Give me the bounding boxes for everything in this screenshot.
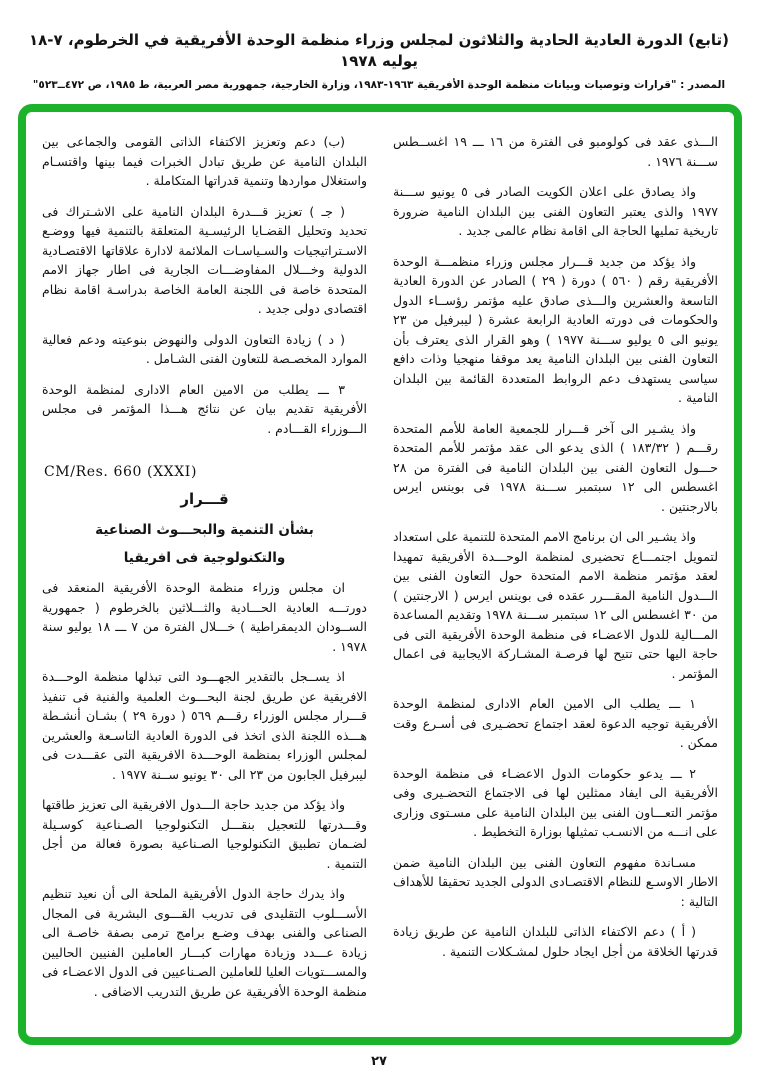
paragraph: واذ يشـير الى ان برنامج الامم المتحدة للتنمية على استعداد لتمويل اجتمـــاع تحضيرى لمنظمة الوحـــدة الأفريقية تمهيدا لعقد مؤتمر منظمة الامم المتحدة حول التعاون الفنى بين الـــدول النامية المقـــرر عقده فى بوينس ايرس ( الارجنتين ) من ٣٠ اغسطس الى ١٢ سبتمبر ســـنة ١٩٧٨ وتقديم المساعدة المـــالية للدول الاعضـاء فى منظمة الوحدة الأفريقية التى فى حاجة اليها حتى تتيح لها فرصـة المشـاركة الايجابية فى اعمال المؤتمر . [393,529,718,681]
resolution-subtitle-line2: والتكنولوجية فى افريقيا [123,550,286,566]
paragraph: اذ يســجل بالتقدير الجهـــود التى تبذلها منظمة الوحـــدة الافريقية عن طريق لجنة البحـــوث العلمية والفنية فى تنفيذ قـــرار مجلس الوزراء رقـــم ٥٦٩ ( دورة ٢٩ ) بشـان أنشـطة هـــذه اللجنة الذى اتخذ فى الدورة العادية التاسـعة والعشرين لمجلس الوزراء بمنظمة الوحـــدة الافريقية التى عقـــدت فى ليبرفيل الجابون من ٢٣ الى ٣٠ يونيو ســنة ١٩٧٧ . [42,669,367,782]
content-frame [18,104,742,1045]
paragraph: واذ يؤكد من جديد حاجة الـــدول الافريقية الى تعزيز طاقتها وقـــدرتها للتعجيل بنقـــل التكنولوجيا الصـناعية كوسـيلة لضـمان تطبيق التكنولوجيا الصـناعية بصورة فعالة من أجل التنمية . [42,797,367,871]
paragraph: واذ يصادق على اعلان الكويت الصادر فى ٥ يونيو ســـنة ١٩٧٧ والذى يعتبر التعاون الفنى بين البلدان النامية ضرورة تاريخية تمليها الحاجة الى اقامة نظام عالمى جديد . [393,184,718,238]
two-column-layout [42,132,718,1037]
paragraph-item-d: ( د ) زيادة التعاون الدولى والنهوض بنوعيته ودعم فعالية الموارد المخصـصة للتعاون الفنى الشـامل . [42,331,367,366]
paragraph: واذ يشـير الى آخر قـــرار للجمعية العامة للأمم المتحدة رقـــم ( ١٨٣/٣٢ ) الذى يدعو الى عقد مؤتمر للأمم المتحدة حـــول التعاون الفنى بين البلدان النامية فى الفترة من ٢٨ اغسطس الى ١٢ سبتمبر ســـنة ١٩٧٨ فى بوينس ايرس بالارجنتين . [393,420,718,514]
paragraph-item-b: (ب) دعم وتعزيز الاكتفاء الذاتى القومى والجماعى بين البلدان النامية عن طريق تبادل الخبرات فيما بينها واقتسـام واستغلال مواردها وتنمية قدراتها المتكاملة . [42,134,367,188]
paragraph: مسـاندة مفهوم التعاون الفنى بين البلدان النامية ضمن الاطار الاوسـع للنظام الاقتصـادى الدولى الجديد تحقيقا للأهداف التالية : [393,854,718,909]
resolution-subtitle-line1: بشأن التنمية والبحـــوث الصناعية [95,522,314,538]
paragraph-numbered-3: ٣ ـــ يطلب من الامين العام الادارى لمنظمة الوحدة الأفريقية تقديم بيان عن نتائج هـــذا المؤتمر فى مجلس الـــوزراء القـــادم . [42,381,367,436]
column-left [42,132,367,1037]
paragraph: واذ يؤكد من جديد قـــرار مجلس وزراء منظمـــة الوحدة الأفريقية رقم ( ٥٦٠ ) دورة ( ٢٩ ) الصادر عن الدورة العادية التاسعة والعشرين والـــذى صادق عليه مؤتمر رؤســاء الدول والحكومات فى دورته العادية الرابعة عشرة ( ليبرفيل من ٢٣ يونيو الى ٥ يوليو ســـنة ١٩٧٧ ) وهو القرار الذى يعترف بأن التعاون الفنى بين البلدان النامية يعد موقفا منهجيا وذات دافع سياسى يستهدف دعم الروابط المتعددة القائمة بين البلدان النامية . [393,253,718,405]
resolution-reference: CM/Res. 660 (XXXI) [44,464,198,480]
page-footer [0,1050,758,1069]
session-title: (تابع) الدورة العادية الحادية والثلاثون لمجلس وزراء منظمة الوحدة الأفريقية في الخرطوم، ٧-١٨ يوليه ١٩٧٨ [28,31,730,70]
resolution-title: قـــرار [180,490,229,508]
source-citation: المصدر : "قرارات وتوصيات وبيانات منظمة الوحدة الأفريقية ١٩٦٣-١٩٨٣، وزارة الخارجية، جمهورية مصر العربية، ط ١٩٨٥، ص ٤٧٢ــ٥٢٣" [32,79,726,91]
paragraph-item-j: ( جـ ) تعزيز قـــدرة البلدان النامية على الاشـتراك فى تحديد وتحليل القضـايا الرئيسـية المتعلقة بالتنمية فيها ووضـع الاسـتراتيجيات والسـياسـات الملائمة لادارة علاقاتها الاقتصـادية الدولية وخـــلال المفاوضـــات الجارية فى اطار جهاز الامم المتحدة خاصة فى اللجنة العامة الخاصة بدراسـة اقامة نظام اقتصادى دولى جديد . [42,203,367,316]
paragraph: الـــذى عقد فى كولومبو فى الفترة من ١٦ ـــ ١٩ اغســطس ســـنة ١٩٧٦ . [393,134,718,169]
paragraph-item-a: ( أ ) دعم الاكتفاء الذاتى للبلدان النامية عن طريق زيادة قدرتها الخلاقة من أجل ايجاد حلول لمشـكلات التنمية . [393,924,718,959]
page-number: ٢٧ [371,1054,387,1069]
column-right [393,132,718,1037]
paragraph: واذ يدرك حاجة الدول الأفريقية الملحة الى أن نعيد تنظيم الأســـلوب التقليدى فى تدريب القـــوى البشرية فى المجال الصناعى والفنى بهدف وضـع برامج ترمى بصفة خاصـة الى زيادة عـــدد وزيادة مهارات كبـــار العاملين الفنيين الحاليين والمســـتويات العليا للعاملين الصـناعيين فى الدول الاعضـاء فى منظمة الوحدة الأفريقية عن طريق التدريب الاضافى . [42,886,367,999]
paragraph-numbered-2: ٢ ـــ يدعو حكومات الدول الاعضـاء فى منظمة الوحدة الأفريقية الى ايفاد ممثلين لها فى الاجتماع التحضـيرى وفى مؤتمر التعـــاون الفنى بين البلدان النامية على مسـتوى وزارى على انـــه من الانسـب تمثيلها بوزارة التخطيط . [393,765,718,839]
paragraph-numbered-1: ١ ـــ يطلب الى الامين العام الادارى لمنظمة الوحدة الأفريقية توجيه الدعوة لعقد اجتماع تحضـيرى فى أسـرع وقت ممكن . [393,696,718,750]
page-header [0,30,758,91]
paragraph-preamble: ان مجلس وزراء منظمة الوحدة الأفريقية المنعقد فى دورتـــه العادية الحـــادية والثـــلاثين بالخرطوم ( جمهورية الســودان الديمقراطية ) خـــلال الفترة من ٧ ـــ ١٨ يوليو سنة ١٩٧٨ . [42,580,367,654]
